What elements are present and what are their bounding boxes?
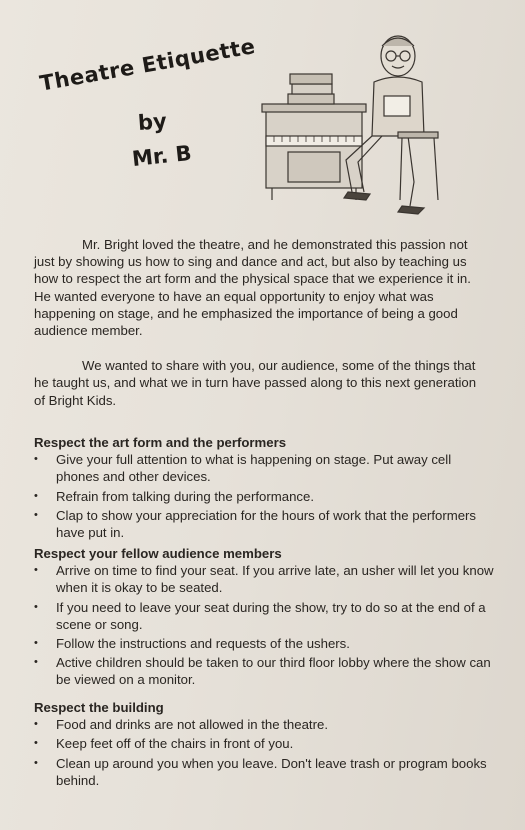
list-item: • Give your full attention to what is happening on stage. Put away cell phones and other devices. [34, 451, 494, 485]
list-item: • Food and drinks are not allowed in the theatre. [34, 716, 494, 733]
title-line-3: Mr. B [130, 140, 193, 172]
intro-text [34, 236, 489, 427]
bullet-list [34, 716, 494, 789]
list-item: • Refrain from talking during the performance. [34, 488, 494, 505]
list-item: • Arrive on time to find your seat. If you arrive late, an usher will let you know when it is okay to be seated. [34, 562, 494, 596]
section-heading: Respect the building [34, 700, 164, 715]
intro-paragraph-1: Mr. Bright loved the theatre, and he demonstrated this passion not just by showing us how to sing and dance and act, but also by teaching us how to respect the art form and the physical space that we experience it in. He wanted everyone to have an equal opportunity to enjoy what was happening on stage, and he emphasized the importance of being a good audience member. [34, 237, 471, 339]
title-line-2: by [137, 109, 168, 135]
title-line-1: Theatre Etiquette [38, 34, 258, 96]
title-block [38, 34, 268, 180]
list-item: • If you need to leave your seat during the show, try to do so at the end of a scene or song. [34, 599, 494, 633]
caricature-illustration [248, 32, 448, 224]
list-item: • Follow the instructions and requests of the ushers. [34, 635, 494, 652]
list-item: • Clap to show your appreciation for the hours of work that the performers have put in. [34, 507, 494, 541]
bullet-list [34, 451, 494, 541]
section-building [34, 699, 494, 791]
section-audience [34, 545, 494, 691]
list-item: • Active children should be taken to our third floor lobby where the show can be viewed on a monitor. [34, 654, 494, 688]
section-art-form [34, 434, 494, 543]
section-heading: Respect the art form and the performers [34, 435, 287, 450]
book-stack [288, 94, 334, 104]
section-heading: Respect your fellow audience members [34, 546, 282, 561]
list-item: • Clean up around you when you leave. Don't leave trash or program books behind. [34, 755, 494, 789]
bullet-list [34, 562, 494, 688]
list-item: • Keep feet off of the chairs in front of you. [34, 735, 494, 752]
intro-paragraph-2: We wanted to share with you, our audience, some of the things that he taught us, and what we in turn have passed along to this next generation of Bright Kids. [34, 358, 477, 408]
